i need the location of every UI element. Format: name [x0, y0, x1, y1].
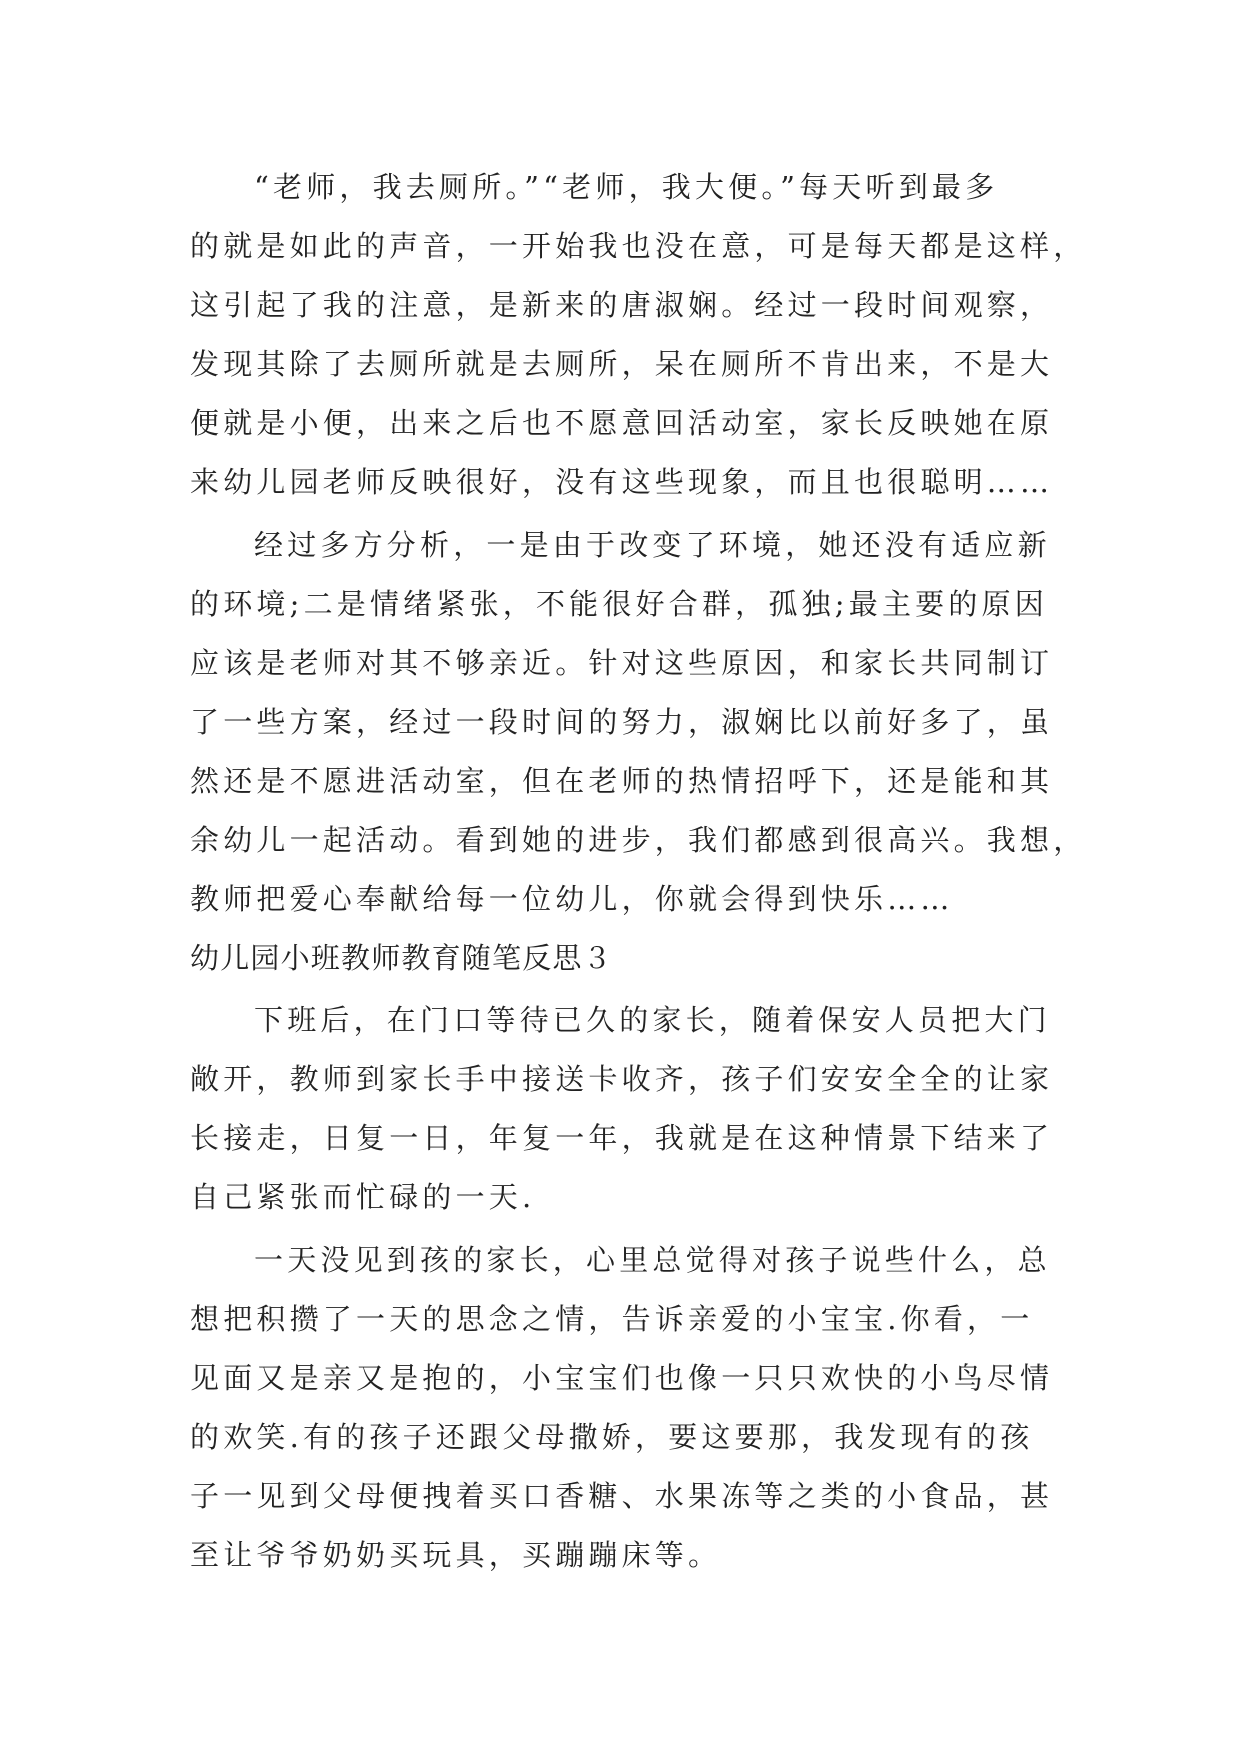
paragraph-line: 的欢笑.有的孩子还跟父母撒娇，要这要那，我发现有的孩	[190, 1420, 1034, 1454]
paragraph-line: 子一见到父母便拽着买口香糖、水果冻等之类的小食品，甚	[190, 1479, 1054, 1513]
paragraph	[190, 991, 1070, 1227]
paragraph-line: 的环境;二是情绪紧张，不能很好合群，孤独;最主要的原因	[190, 587, 1048, 621]
paragraph-line: 教师把爱心奉献给每一位幼儿，你就会得到快乐……	[190, 882, 954, 916]
paragraph-line: 见面又是亲又是抱的，小宝宝们也像一只只欢快的小鸟尽情	[190, 1361, 1054, 1395]
section-heading: 幼儿园小班教师教育随笔反思３	[190, 941, 613, 975]
paragraph-line: 经过多方分析，一是由于改变了环境，她还没有适应新	[254, 528, 1051, 562]
paragraph-line: 的就是如此的声音，一开始我也没在意，可是每天都是这样，	[190, 229, 1087, 263]
paragraph-line: “老师，我去厕所。”“老师，我大便。”每天听到最多	[254, 170, 999, 204]
paragraph	[190, 158, 1087, 512]
paragraph-line: 这引起了我的注意，是新来的唐淑娴。经过一段时间观察，	[190, 288, 1054, 322]
paragraph-line: 了一些方案，经过一段时间的努力，淑娴比以前好多了，虽	[190, 705, 1054, 739]
paragraph-line: 至让爷爷奶奶买玩具，买蹦蹦床等。	[190, 1538, 722, 1572]
paragraph-line: 便就是小便，出来之后也不愿意回活动室，家长反映她在原	[190, 406, 1054, 440]
document-body	[190, 158, 1087, 1585]
paragraph-line: 应该是老师对其不够亲近。针对这些原因，和家长共同制订	[190, 646, 1054, 680]
paragraph	[190, 516, 1087, 929]
paragraph-line: 自己紧张而忙碌的一天.	[190, 1180, 536, 1214]
paragraph-line: 余幼儿一起活动。看到她的进步，我们都感到很高兴。我想，	[190, 823, 1087, 857]
paragraph-line: 想把积攒了一天的思念之情，告诉亲爱的小宝宝.你看，一	[190, 1302, 1034, 1336]
paragraph-line: 来幼儿园老师反映很好，没有这些现象，而且也很聪明……	[190, 465, 1054, 499]
paragraph-line: 然还是不愿进活动室，但在老师的热情招呼下，还是能和其	[190, 764, 1054, 798]
paragraph-line: 一天没见到孩的家长，心里总觉得对孩子说些什么，总	[254, 1243, 1051, 1277]
paragraph-line: 发现其除了去厕所就是去厕所，呆在厕所不肯出来，不是大	[190, 347, 1054, 381]
paragraph-line: 敞开，教师到家长手中接送卡收齐，孩子们安安全全的让家	[190, 1062, 1054, 1096]
paragraph-line: 下班后，在门口等待已久的家长，随着保安人员把大门	[254, 1003, 1051, 1037]
paragraph-line: 长接走，日复一日，年复一年，我就是在这种情景下结来了	[190, 1121, 1054, 1155]
paragraph	[190, 1231, 1070, 1585]
